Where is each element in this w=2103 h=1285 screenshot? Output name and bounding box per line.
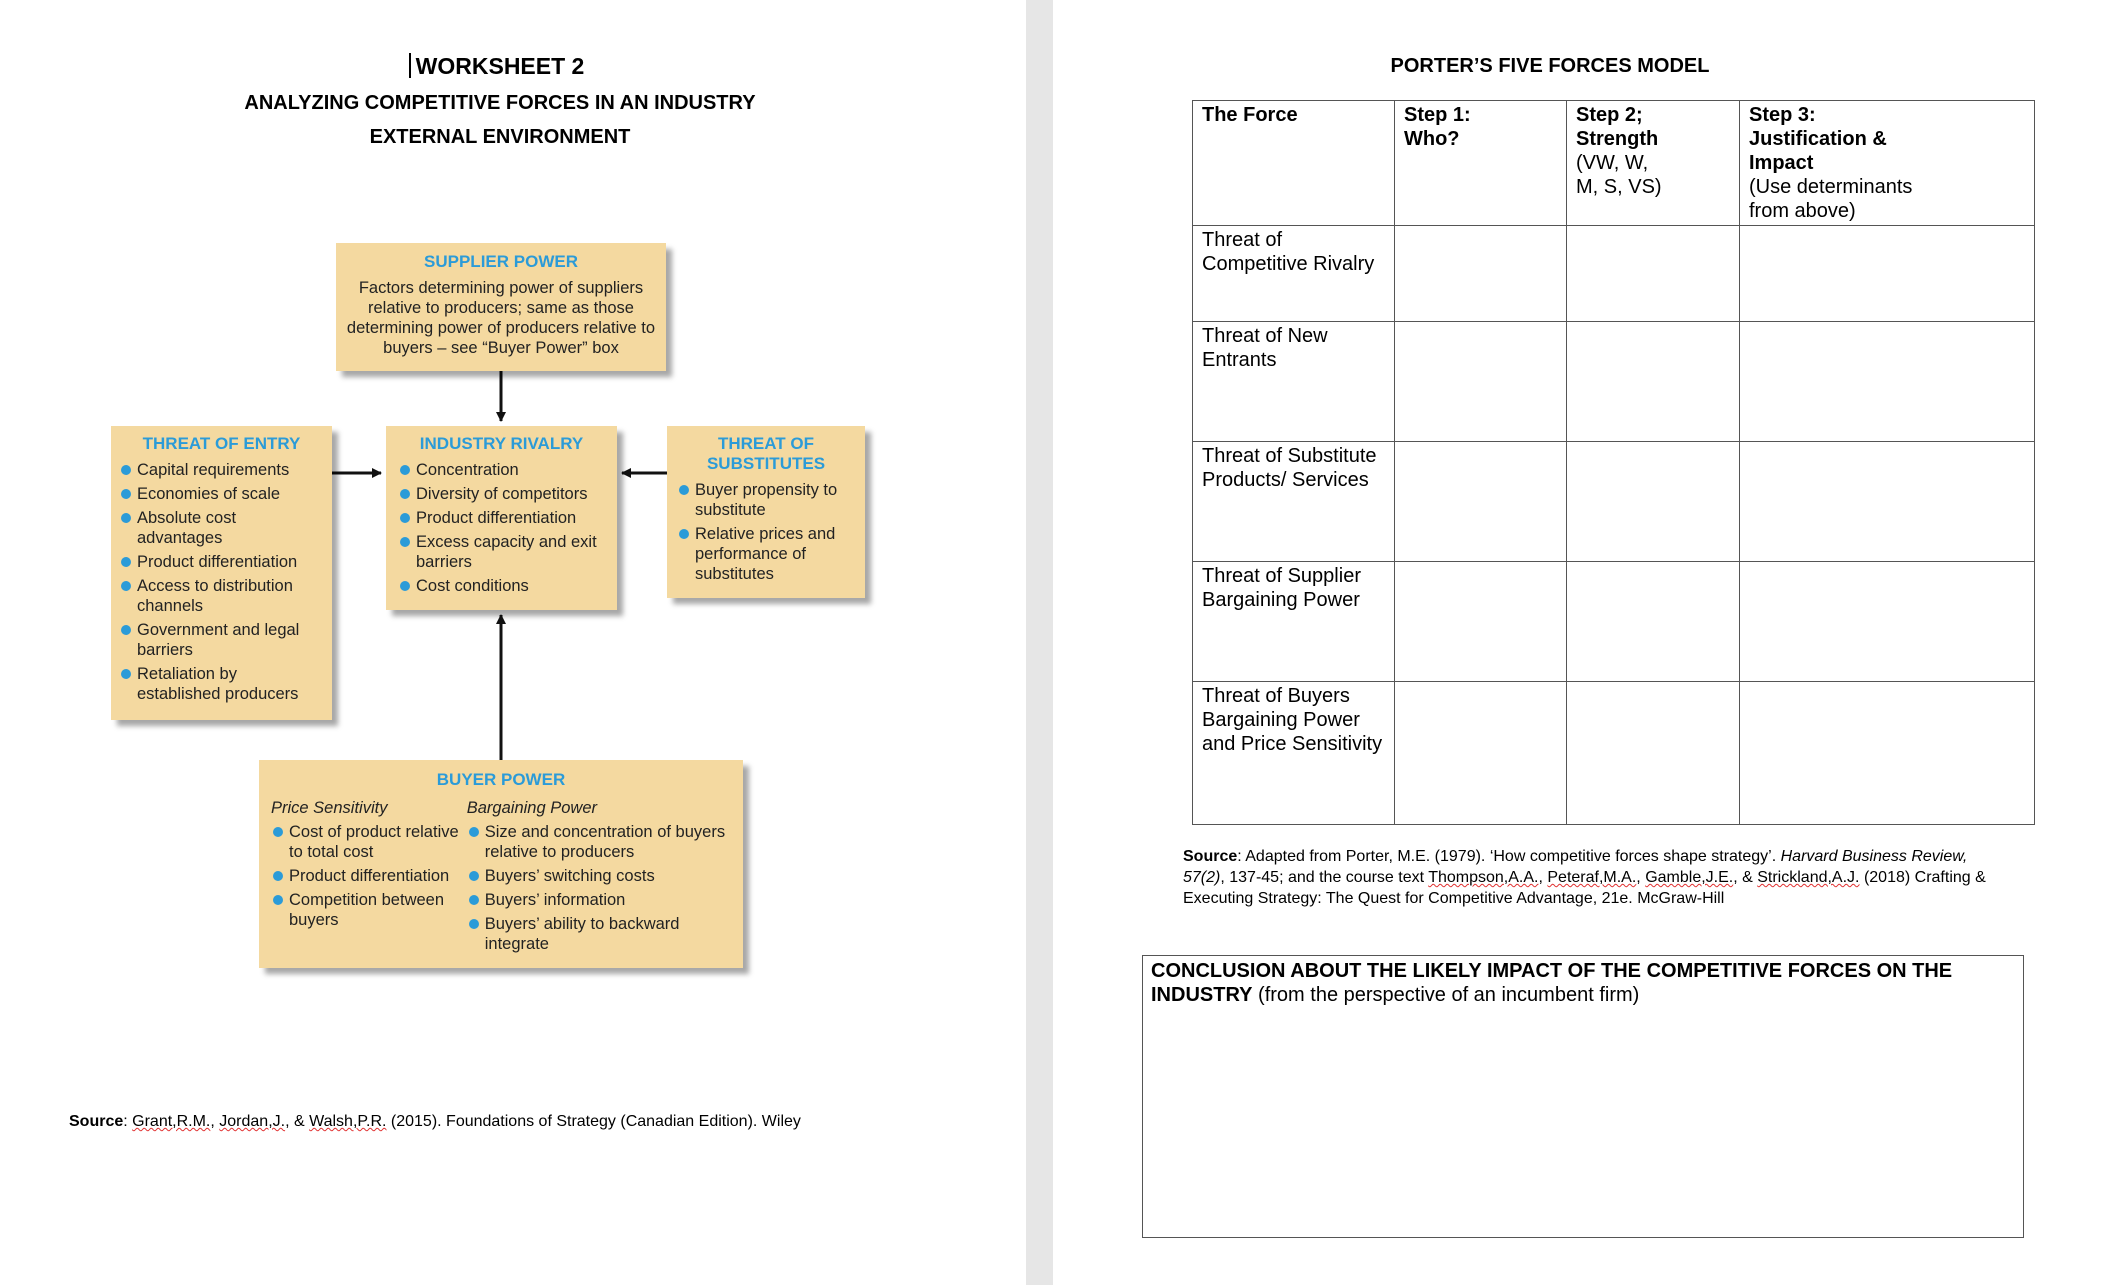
table-row xyxy=(1193,226,2035,322)
step2-cell[interactable] xyxy=(1567,682,1740,825)
porter-model-title: PORTER’S FIVE FORCES MODEL xyxy=(1390,55,1710,77)
header-step3 xyxy=(1740,101,2035,226)
step1-cell[interactable] xyxy=(1395,562,1567,682)
list-item: Cost conditions xyxy=(398,576,605,596)
list-item: Product differentiation xyxy=(119,552,324,572)
table-row xyxy=(1193,322,2035,442)
force-cell: Threat of New Entrants xyxy=(1193,322,1395,442)
supplier-power-heading: SUPPLIER POWER xyxy=(424,252,578,271)
force-cell: Threat of Competitive Rivalry xyxy=(1193,226,1395,322)
list-item: Size and concentration of buyers relative to producers xyxy=(467,822,731,862)
step1-cell[interactable] xyxy=(1395,442,1567,562)
step3-cell[interactable] xyxy=(1740,322,2035,442)
header-step2-line: (VW, W, xyxy=(1576,152,1649,174)
header-step2-line: Strength xyxy=(1576,128,1659,150)
step3-cell[interactable] xyxy=(1740,226,2035,322)
step2-cell[interactable] xyxy=(1567,322,1740,442)
list-item: Access to distribution channels xyxy=(119,576,324,616)
source-text: , 137-45; and the course text xyxy=(1220,869,1429,886)
list-item: Diversity of competitors xyxy=(398,484,605,504)
header-step2-line: M, S, VS) xyxy=(1576,176,1662,198)
step2-cell[interactable] xyxy=(1567,562,1740,682)
industry-rivalry-box xyxy=(386,426,617,610)
conclusion-box[interactable] xyxy=(1142,955,2024,1238)
buyer-power-heading: BUYER POWER xyxy=(436,770,566,789)
list-item: Product differentiation xyxy=(398,508,605,528)
list-item: Capital requirements xyxy=(119,460,324,480)
step3-cell[interactable] xyxy=(1740,442,2035,562)
header-force-label: The Force xyxy=(1202,104,1298,126)
force-cell: Threat of Buyers Bargaining Power and Price Sensitivity xyxy=(1193,682,1395,825)
step3-cell[interactable] xyxy=(1740,682,2035,825)
source-author: Grant,R.M. xyxy=(132,1113,211,1130)
source-label: Source xyxy=(1183,848,1238,865)
source-separator: , xyxy=(210,1113,220,1130)
table-row xyxy=(1193,562,2035,682)
list-item: Competition between buyers xyxy=(271,890,467,930)
five-forces-table xyxy=(1192,100,2035,825)
source-text: (2018) Crafting & Executing Strategy: The Quest for Competitive Advantage, 21e. McGraw-Hill xyxy=(1183,869,1986,907)
right-source-citation: Source: Adapted from Porter, M.E. (1979). ‘How competitive forces shape strategy’. Harvard Business Review, 57(2), 137-45; and the course text Thompson,A.A., Peteraf,M.A., Gamble,J.E., & Strickland,A.J. (2018) Crafting & Executing Strategy: The Quest for Competitive Advantage, 21e. McGraw-Hill xyxy=(1183,848,1986,907)
header-step3-line: Step 3: xyxy=(1749,104,1816,126)
list-item: Cost of product relative to total cost xyxy=(271,822,467,862)
source-text: : Adapted from Porter, M.E. (1979). ‘How competitive forces shape strategy’. xyxy=(1237,848,1781,865)
worksheet-title: WORKSHEET 2 xyxy=(415,53,585,79)
header-step1-line: Who? xyxy=(1404,128,1460,150)
industry-rivalry-heading: INDUSTRY RIVALRY xyxy=(419,434,584,453)
table-row xyxy=(1193,442,2035,562)
source-author: Strickland,A.J. xyxy=(1757,869,1860,886)
list-item: Excess capacity and exit barriers xyxy=(398,532,605,572)
step1-cell[interactable] xyxy=(1395,226,1567,322)
header-step2 xyxy=(1567,101,1740,226)
list-item: Relative prices and performance of substitutes xyxy=(677,524,855,584)
header-step3-line: Justification & xyxy=(1749,128,1887,150)
source-rest: (2015). Foundations of Strategy (Canadian Edition). Wiley xyxy=(386,1113,801,1130)
threat-of-entry-heading: THREAT OF ENTRY xyxy=(142,434,301,453)
source-author: Walsh,P.R. xyxy=(309,1113,387,1130)
list-item: Economies of scale xyxy=(119,484,324,504)
force-cell: Threat of Supplier Bargaining Power xyxy=(1193,562,1395,682)
header-step3-line: from above) xyxy=(1749,200,1856,222)
step1-cell[interactable] xyxy=(1395,322,1567,442)
worksheet-subtitle: ANALYZING COMPETITIVE FORCES IN AN INDUSTRY xyxy=(244,92,756,114)
source-author: Jordan,J. xyxy=(219,1113,286,1130)
header-step1-line: Step 1: xyxy=(1404,104,1471,126)
list-item: Retaliation by established producers xyxy=(119,664,324,704)
worksheet-subtitle-2: EXTERNAL ENVIRONMENT xyxy=(369,126,631,148)
list-item: Concentration xyxy=(398,460,605,480)
table-header-row xyxy=(1193,101,2035,226)
source-journal: Harvard Business Review, 57(2) xyxy=(1183,848,1968,886)
list-item: Buyers’ switching costs xyxy=(467,866,731,886)
threat-of-substitutes-box xyxy=(667,426,865,598)
supplier-power-box xyxy=(336,243,666,371)
list-item: Buyer propensity to substitute xyxy=(677,480,855,520)
list-item: Absolute cost advantages xyxy=(119,508,324,548)
threat-of-substitutes-heading: THREAT OF SUBSTITUTES xyxy=(706,434,826,473)
source-author: Thompson,A.A. xyxy=(1428,869,1539,886)
price-sensitivity-heading: Price Sensitivity xyxy=(271,799,388,817)
header-step2-line: Step 2; xyxy=(1576,104,1643,126)
step1-cell[interactable] xyxy=(1395,682,1567,825)
left-source-citation: Source: Grant,R.M., Jordan,J., & Walsh,P.R. (2015). Foundations of Strategy (Canadian Edition). Wiley xyxy=(69,1113,801,1130)
step3-cell[interactable] xyxy=(1740,562,2035,682)
source-separator: , & xyxy=(285,1113,310,1130)
list-item: Buyers’ ability to backward integrate xyxy=(467,914,731,954)
source-label: Source xyxy=(69,1113,124,1130)
step2-cell[interactable] xyxy=(1567,226,1740,322)
force-cell: Threat of Substitute Products/ Services xyxy=(1193,442,1395,562)
header-step1 xyxy=(1395,101,1567,226)
page-gutter xyxy=(1026,0,1053,1285)
buyer-power-box xyxy=(259,760,743,968)
list-item: Government and legal barriers xyxy=(119,620,324,660)
threat-of-entry-box xyxy=(111,426,332,720)
header-step3-line: (Use determinants xyxy=(1749,176,1913,198)
table-row xyxy=(1193,682,2035,825)
step2-cell[interactable] xyxy=(1567,442,1740,562)
list-item: Product differentiation xyxy=(271,866,467,886)
list-item: Buyers’ information xyxy=(467,890,731,910)
source-author: Gamble,J.E. xyxy=(1645,869,1734,886)
conclusion-note: (from the perspective of an incumbent firm) xyxy=(1252,984,1640,1006)
header-step3-line: Impact xyxy=(1749,152,1814,174)
bargaining-power-heading: Bargaining Power xyxy=(466,799,597,817)
supplier-power-description: Factors determining power of suppliers relative to producers; same as those determining power of producers relative to buyers – see “Buyer Power” box xyxy=(346,279,656,357)
header-force xyxy=(1193,101,1395,226)
source-author: Peteraf,M.A. xyxy=(1547,869,1637,886)
conclusion-heading: CONCLUSION ABOUT THE LIKELY IMPACT OF THE COMPETITIVE FORCES ON THE INDUSTRY xyxy=(1151,960,1953,1006)
